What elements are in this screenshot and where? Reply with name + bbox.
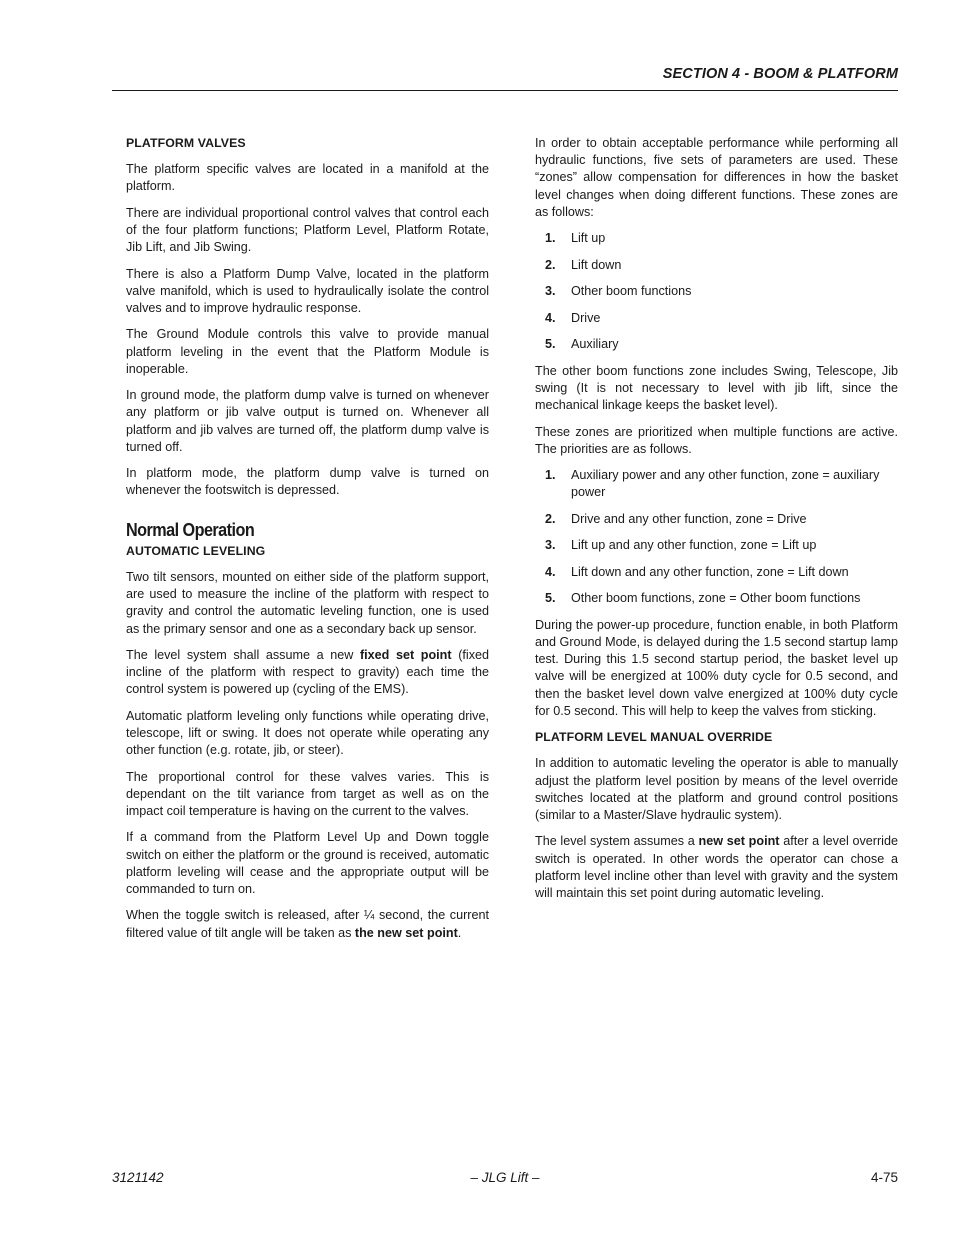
list-number: 2.: [545, 511, 556, 526]
paragraph: These zones are prioritized when multiple functions are active. The priorities are as follows.: [535, 424, 898, 456]
list-text: Drive: [571, 310, 601, 325]
section-title: SECTION 4 - BOOM & PLATFORM: [662, 66, 898, 82]
list-item: [535, 467, 898, 501]
list-text: Lift down and any other function, zone = Lift down: [571, 564, 849, 579]
paragraph: In addition to automatic leveling the operator is able to manually adjust the platform level position by means of the level override switches located at the platform and ground control positions (similar to a Master/Slave hydraulic system).: [535, 756, 898, 823]
list-item: [535, 310, 898, 327]
list-item: [535, 564, 898, 581]
list-text: Lift down: [571, 257, 622, 272]
list-text: Drive and any other function, zone = Drive: [571, 511, 807, 526]
list-number: 5.: [545, 337, 556, 352]
paragraph: The proportional control for these valves varies. This is dependant on the tilt variance from target as well as on the impact coil temperature is having on the current to the valves.: [126, 769, 489, 818]
paragraph: There is also a Platform Dump Valve, located in the platform valve manifold, which is used to hydraulically isolate the control valves and to improve hydraulic response.: [126, 266, 489, 315]
priorities-list: [535, 467, 898, 607]
paragraph: [126, 647, 489, 699]
text: .: [457, 925, 462, 940]
list-text: Lift up and any other function, zone = Lift up: [571, 538, 817, 553]
text: When the toggle switch is released, after ¼ second, the current filtered value of tilt angle will be taken as: [126, 908, 489, 940]
paragraph: [535, 833, 898, 902]
paragraph: There are individual proportional control valves that control each of the four platform functions; Platform Level, Platform Rotate, Jib Lift, and Jib Swing.: [126, 205, 489, 255]
list-number: 1.: [545, 231, 556, 246]
list-item: [535, 336, 898, 353]
paragraph: If a command from the Platform Level Up and Down toggle switch on either the platform or the ground is received, automatic platform leveling will cease and the appropriate output will be commanded to turn on.: [126, 830, 489, 896]
list-number: 4.: [545, 564, 556, 579]
list-text: Auxiliary power and any other function, zone = auxiliary power: [571, 468, 880, 500]
heading-manual-override: PLATFORM LEVEL MANUAL OVERRIDE: [535, 730, 773, 745]
heading-automatic-leveling: AUTOMATIC LEVELING: [126, 543, 266, 558]
page-footer: [112, 1169, 898, 1189]
paragraph: Two tilt sensors, mounted on either side of the platform support, are used to measure the incline of the platform with respect to gravity and control the automatic leveling function, one is used as the primary sensor and one as a secondary back up sensor.: [126, 570, 489, 636]
paragraph: During the power-up procedure, function enable, in both Platform and Ground Mode, is delayed during the 1.5 second startup lamp test. During this 1.5 second startup period, the basket level up valve will be energized at 100% duty cycle for 0.5 second, and then the basket level down valve energized at 100% duty cycle for 0.5 second. This will help to keep the valves from sticking.: [535, 617, 898, 718]
text: after a level override switch is operated. In other words the operator can chose a platform level incline other than level with gravity and the system will maintain this set point during automatic leveling.: [535, 834, 898, 901]
list-number: 2.: [545, 257, 556, 272]
page-header: [112, 64, 898, 91]
list-number: 3.: [545, 284, 556, 299]
footer-brand: – JLG Lift –: [470, 1170, 540, 1185]
list-number: 5.: [545, 591, 556, 606]
list-text: Lift up: [571, 231, 606, 246]
list-text: Other boom functions, zone = Other boom functions: [571, 591, 861, 606]
paragraph: The Ground Module controls this valve to provide manual platform leveling in the event that the Platform Module is inoperable.: [126, 327, 489, 376]
bold-text: fixed set point: [359, 648, 452, 662]
list-item: [535, 590, 898, 607]
paragraph: The platform specific valves are located in a manifold at the platform.: [126, 162, 489, 194]
list-text: Auxiliary: [571, 337, 619, 352]
document-number: 3121142: [112, 1170, 164, 1185]
text: The level system assumes a: [535, 834, 699, 849]
list-item: [535, 230, 898, 247]
list-number: 1.: [545, 468, 556, 483]
text: The level system shall assume a new: [126, 648, 360, 662]
bold-text: new set point: [698, 834, 780, 849]
list-item: [535, 537, 898, 554]
paragraph: Automatic platform leveling only functions while operating drive, telescope, lift or swing. It does not operate while operating any other function (e.g. rotate, jib, or steer).: [126, 708, 489, 758]
page-number: 4-75: [870, 1170, 898, 1185]
list-item: [535, 257, 898, 274]
paragraph: In ground mode, the platform dump valve is turned on whenever any platform or jib valve output is turned on. Whenever all platform and jib valves are turned off, the platform dump valve is turned off.: [126, 388, 489, 454]
right-column: [535, 135, 898, 911]
list-number: 4.: [545, 310, 556, 325]
paragraph: [126, 907, 489, 941]
list-item: [535, 511, 898, 528]
list-number: 3.: [545, 538, 556, 553]
left-column: [126, 135, 489, 951]
heading-normal-operation: Normal Operation: [126, 519, 255, 540]
zones-list: [535, 230, 898, 353]
list-text: Other boom functions: [571, 284, 692, 299]
paragraph: In platform mode, the platform dump valve is turned on whenever the footswitch is depressed.: [126, 466, 489, 498]
bold-text: the new set point: [354, 925, 458, 940]
list-item: [535, 283, 898, 300]
heading-platform-valves: PLATFORM VALVES: [126, 136, 246, 150]
text: (fixed incline of the platform with respect to gravity) each time the control system is powered up (cycling of the EMS).: [126, 648, 489, 697]
paragraph: In order to obtain acceptable performance while performing all hydraulic functions, five sets of parameters are used. These “zones” allow compensation for differences in how the basket level changes when doing different functions. These zones are as follows:: [535, 136, 898, 219]
paragraph: The other boom functions zone includes Swing, Telescope, Jib swing (It is not necessary to level with jib lift, since the mechanical linkage keeps the basket level).: [535, 363, 898, 413]
